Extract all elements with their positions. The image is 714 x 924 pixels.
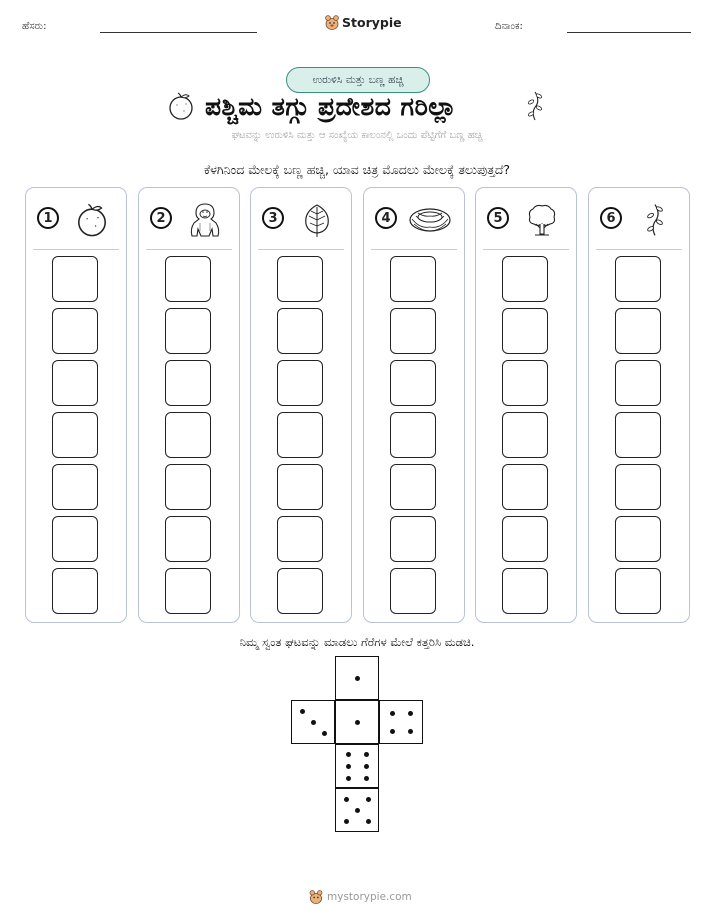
column-divider [483, 249, 569, 250]
color-box[interactable] [390, 360, 436, 406]
orange-icon [70, 200, 114, 240]
column-number: 2 [150, 207, 172, 229]
color-box[interactable] [165, 308, 211, 354]
dice-face-6 [335, 744, 379, 788]
color-box[interactable] [277, 568, 323, 614]
color-box[interactable] [615, 516, 661, 562]
color-box[interactable] [502, 568, 548, 614]
dice-pip [322, 731, 327, 736]
column-number: 6 [600, 207, 622, 229]
color-box[interactable] [615, 464, 661, 510]
column-divider [146, 249, 232, 250]
color-box[interactable] [165, 464, 211, 510]
color-box[interactable] [165, 568, 211, 614]
color-box[interactable] [165, 360, 211, 406]
tree-icon [520, 200, 564, 240]
color-box[interactable] [52, 308, 98, 354]
dice-pip [364, 752, 369, 757]
page-subtitle: ಘಟವನ್ನು ಉರುಳಿಸಿ ಮತ್ತು ಆ ಸಂಖ್ಯೆಯ ಕಾಲಂನಲ್ಲಿ ಒಂದು ಪೆಟ್ಟಿಗೆಗೆ ಬಣ್ಣ ಹಚ್ಚಿ [231, 130, 483, 141]
dice-pip [364, 776, 369, 781]
storypie-mascot-icon [309, 889, 323, 904]
dice-pip [355, 808, 360, 813]
dice-face-3 [291, 700, 335, 744]
color-box[interactable] [52, 464, 98, 510]
dice-pip [346, 752, 351, 757]
dice-pip [346, 764, 351, 769]
dice-pip [408, 711, 413, 716]
column-divider [258, 249, 344, 250]
column-divider [371, 249, 457, 250]
color-box[interactable] [277, 308, 323, 354]
color-box[interactable] [615, 360, 661, 406]
storypie-mascot-icon [325, 14, 339, 30]
color-box[interactable] [277, 360, 323, 406]
dice-pip [344, 819, 349, 824]
dice-pip [346, 776, 351, 781]
dice-pip [364, 764, 369, 769]
dice-column-1 [25, 187, 127, 623]
color-box[interactable] [52, 568, 98, 614]
dice-column-2 [138, 187, 240, 623]
color-box[interactable] [615, 308, 661, 354]
date-label: ದಿನಾಂಕ: [495, 21, 523, 32]
color-box[interactable] [615, 256, 661, 302]
color-box[interactable] [390, 308, 436, 354]
dice-pip [355, 720, 360, 725]
column-number: 4 [375, 207, 397, 229]
color-box[interactable] [165, 516, 211, 562]
color-box[interactable] [502, 360, 548, 406]
color-box[interactable] [615, 568, 661, 614]
color-box[interactable] [502, 464, 548, 510]
brand-name: Storypie [342, 14, 402, 30]
dice-pip [366, 797, 371, 802]
gorilla-icon [183, 200, 227, 240]
color-box[interactable] [165, 256, 211, 302]
leaf-icon [295, 200, 339, 240]
column-number: 5 [487, 207, 509, 229]
footer [309, 889, 412, 904]
dice-face-5 [335, 788, 379, 832]
color-box[interactable] [165, 412, 211, 458]
color-box[interactable] [502, 256, 548, 302]
color-box[interactable] [502, 516, 548, 562]
dice-pip [311, 720, 316, 725]
color-box[interactable] [277, 464, 323, 510]
color-box[interactable] [390, 412, 436, 458]
color-box[interactable] [390, 464, 436, 510]
color-box[interactable] [615, 412, 661, 458]
column-divider [596, 249, 682, 250]
dice-pip [344, 797, 349, 802]
column-number: 1 [37, 207, 59, 229]
dice-pip [408, 729, 413, 734]
dice-face-4 [379, 700, 423, 744]
name-line[interactable] [100, 32, 257, 33]
dice-column-4 [363, 187, 465, 623]
color-box[interactable] [390, 256, 436, 302]
dice-pip [366, 819, 371, 824]
activity-badge: ಉರುಳಿಸಿ ಮತ್ತು ಬಣ್ಣ ಹಚ್ಚಿ [286, 67, 430, 93]
color-box[interactable] [52, 360, 98, 406]
column-number: 3 [262, 207, 284, 229]
dice-pip [355, 676, 360, 681]
color-box[interactable] [52, 256, 98, 302]
vine-icon [633, 200, 677, 240]
dice-pip [390, 711, 395, 716]
color-box[interactable] [502, 412, 548, 458]
vine-icon [525, 90, 545, 122]
question-text: ಕೆಳಗಿನಿಂದ ಮೇಲಕ್ಕೆ ಬಣ್ಣ ಹಚ್ಚಿ, ಯಾವ ಚಿತ್ರ ಮೊದಲು ಮೇಲಕ್ಕೆ ತಲುಪುತ್ತದೆ? [203, 162, 511, 177]
color-box[interactable] [277, 256, 323, 302]
dice-column-3 [250, 187, 352, 623]
color-box[interactable] [390, 516, 436, 562]
brand-logo [325, 14, 402, 30]
dice-column-5 [475, 187, 577, 623]
color-box[interactable] [390, 568, 436, 614]
color-box[interactable] [277, 412, 323, 458]
dice-column-6 [588, 187, 690, 623]
dice-face-1 [335, 656, 379, 700]
nest-icon [408, 200, 452, 240]
color-box[interactable] [52, 412, 98, 458]
color-box[interactable] [52, 516, 98, 562]
color-box[interactable] [502, 308, 548, 354]
cut-instruction: ನಿಮ್ಮ ಸ್ವಂತ ಘಟವನ್ನು ಮಾಡಲು ಗೆರೆಗಳ ಮೇಲೆ ಕತ್ತರಿಸಿ ಮಡಚಿ. [239, 635, 475, 649]
page-title: ಪಶ್ಚಿಮ ತಗ್ಗು ಪ್ರದೇಶದ ಗರಿಲ್ಲಾ [205, 92, 457, 121]
footer-url[interactable]: mystorypie.com [327, 890, 412, 903]
color-box[interactable] [277, 516, 323, 562]
dice-face-1 [335, 700, 379, 744]
dice-pip [390, 729, 395, 734]
dice-pip [300, 709, 305, 714]
name-label: ಹೆಸರು: [22, 21, 47, 32]
orange-icon [166, 91, 196, 121]
column-divider [33, 249, 119, 250]
date-line[interactable] [567, 32, 691, 33]
